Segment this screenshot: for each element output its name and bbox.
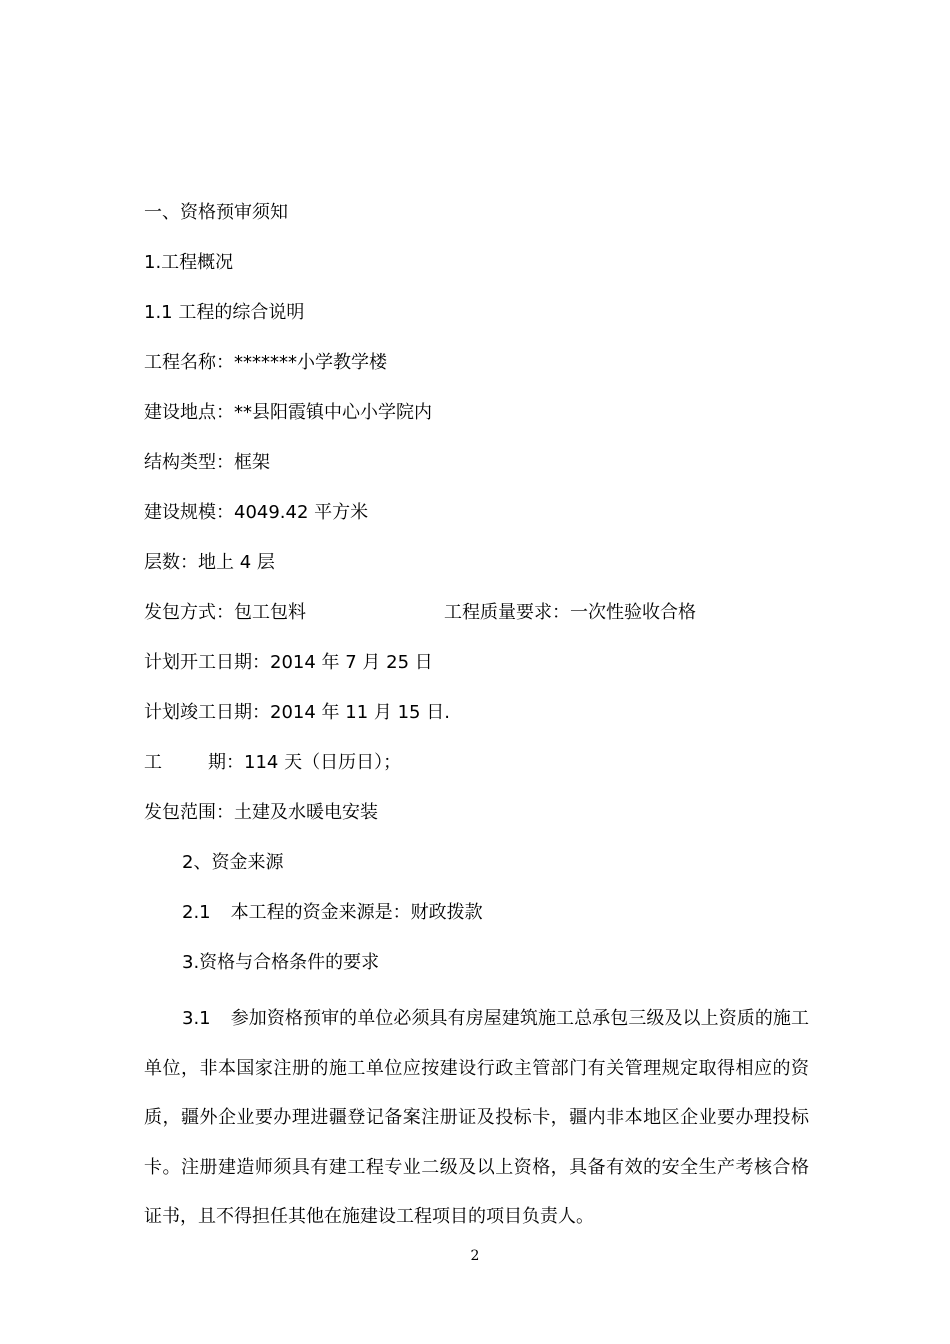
qualification-item-number: 3.1 [182,1008,211,1029]
funding-item-text: 本工程的资金来源是：财政拨款 [230,902,483,923]
structure-type: 结构类型：框架 [144,452,270,473]
document-body [144,195,809,1242]
funding-heading: 2、资金来源 [182,852,284,873]
planned-completion-date: 计划竣工日期：2014 年 11 月 15 日. [144,702,450,723]
qualification-item-text: 参加资格预审的单位必须具有房屋建筑施工总承包三级及以上资质的施工单位，非本国家注册的施工单位应按建设行政主管部门有关管理规定取得相应的资质，疆外企业要办理进疆登记备案注册证及投标卡，疆内非本地区企业要办理投标卡。注册建造师须具有建工程专业二级及以上资格，具备有效的安全生产考核合格证书，且不得担任其他在施建设工程项目的项目负责人。 [144,1008,809,1227]
funding-item [144,895,809,945]
project-name: 工程名称：*******小学教学楼 [144,352,387,373]
duration-value: ：114 天（日历日）； [226,752,402,773]
project-location: 建设地点：**县阳霞镇中心小学院内 [144,402,432,423]
qualification-paragraph [144,994,809,1242]
construction-scale: 建设规模：4049.42 平方米 [144,502,369,523]
contract-quality-row [144,595,809,645]
duration-label-b: 期 [208,752,226,773]
overview-heading: 1.工程概况 [144,252,234,273]
planned-start-date: 计划开工日期：2014 年 7 月 25 日 [144,652,433,673]
contract-scope: 发包范围：土建及水暖电安装 [144,802,378,823]
funding-item-number: 2.1 [182,902,211,923]
qualification-heading: 3.资格与合格条件的要求 [182,952,380,973]
overview-sub-heading: 1.1 工程的综合说明 [144,302,305,323]
section-title: 一、资格预审须知 [144,202,288,223]
quality-requirement: 工程质量要求：一次性验收合格 [444,602,696,623]
page-number: 2 [470,1248,480,1264]
contract-method: 发包方式：包工包料 [144,602,306,623]
duration-row [144,745,809,795]
duration-label-a: 工 [144,752,162,773]
floor-count: 层数：地上 4 层 [144,552,275,573]
